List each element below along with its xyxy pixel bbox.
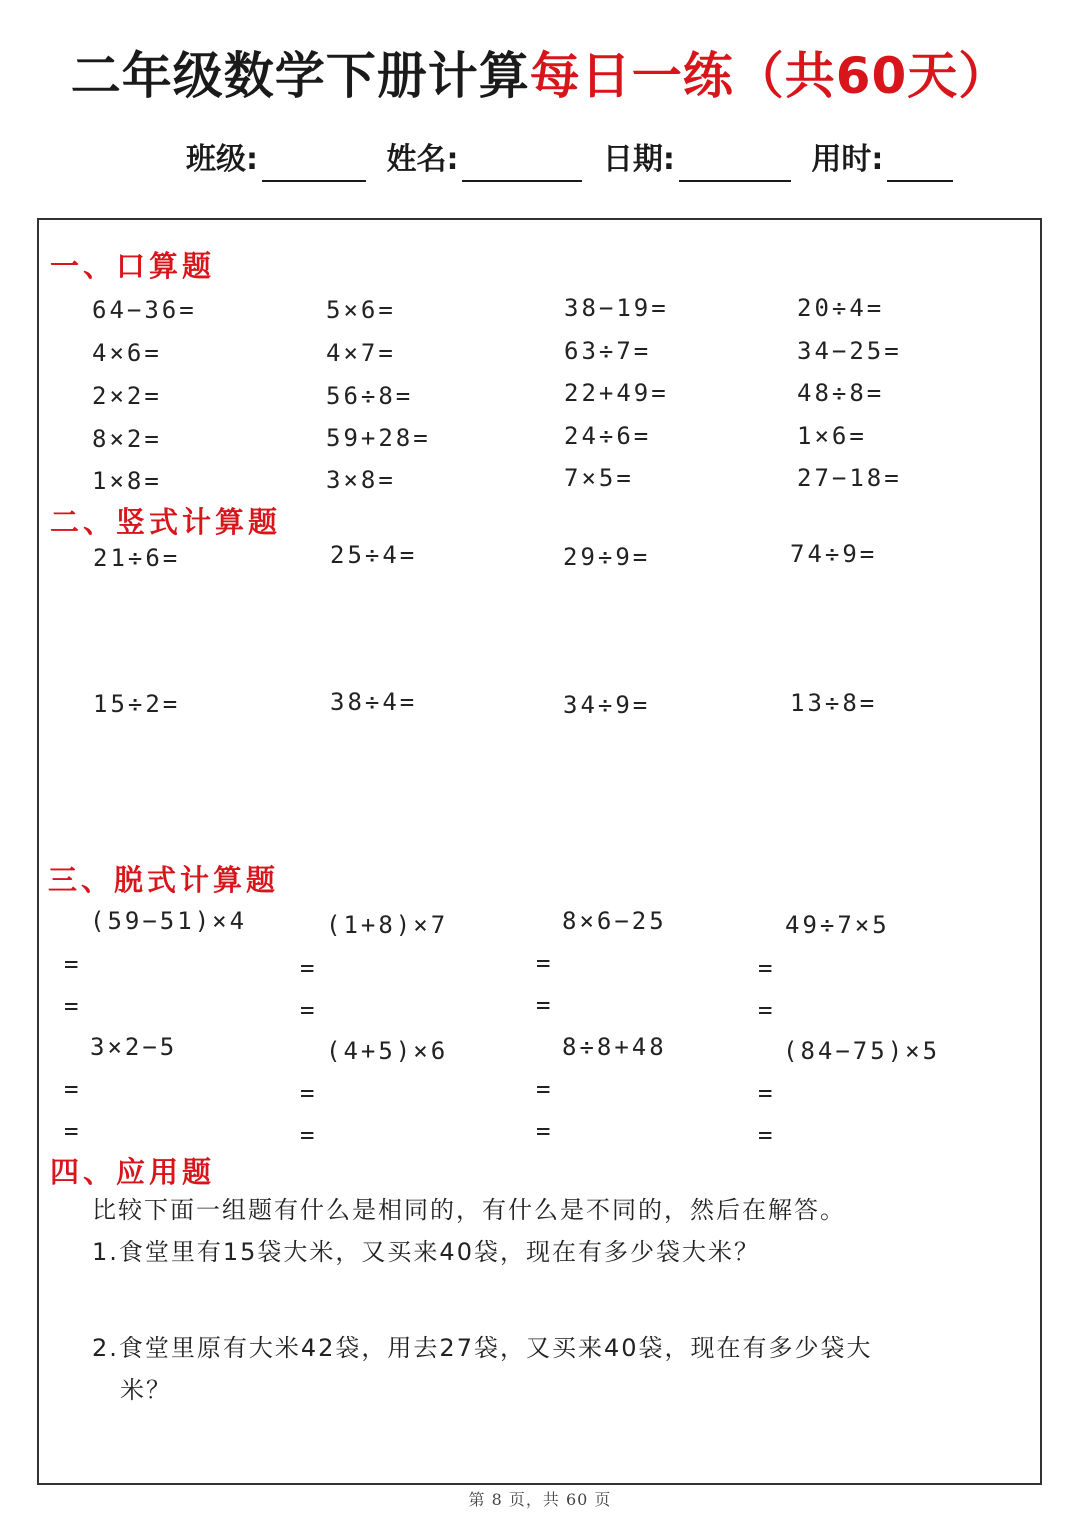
word-problem-2-cont: 米？ <box>120 1376 172 1404</box>
word-problem-2: 2.食堂里原有大米42袋，用去27袋，又买来40袋，现在有多少袋大 <box>92 1334 873 1362</box>
time-label: 用时: <box>811 142 884 177</box>
section-oral-title: 一、口算题 <box>50 249 216 283</box>
stepwise-item: 8×6−25 <box>562 907 667 935</box>
equals-sign: = <box>536 991 551 1019</box>
oral-item: 7×5= <box>564 464 634 492</box>
equals-sign: = <box>758 954 773 982</box>
equals-sign: = <box>64 1075 79 1103</box>
section-vertical-title: 二、竖式计算题 <box>50 505 282 539</box>
oral-item: 4×7= <box>326 339 396 367</box>
oral-item: 38−19= <box>564 294 669 322</box>
stepwise-item: (59−51)×4 <box>90 907 248 935</box>
vertical-item: 38÷4= <box>330 688 418 716</box>
oral-item: 24÷6= <box>564 422 652 450</box>
oral-item: 5×6= <box>326 296 396 324</box>
stepwise-item: 3×2−5 <box>90 1033 178 1061</box>
stepwise-item: (84−75)×5 <box>783 1037 941 1065</box>
oral-item: 8×2= <box>92 425 162 453</box>
date-label: 日期: <box>602 142 675 177</box>
vertical-item: 21÷6= <box>93 544 181 572</box>
student-info-row <box>186 138 963 182</box>
oral-item: 2×2= <box>92 382 162 410</box>
class-label: 班级: <box>186 142 258 177</box>
oral-item: 27−18= <box>797 464 902 492</box>
section-word-problem-title: 四、应用题 <box>50 1155 216 1189</box>
oral-item: 63÷7= <box>564 337 652 365</box>
equals-sign: = <box>300 954 315 982</box>
title-main: 二年级数学下册计算 <box>70 47 530 105</box>
equals-sign: = <box>536 1075 551 1103</box>
equals-sign: = <box>536 949 551 977</box>
oral-item: 1×6= <box>797 422 867 450</box>
oral-item: 20÷4= <box>797 294 885 322</box>
vertical-item: 15÷2= <box>93 690 181 718</box>
stepwise-item: (4+5)×6 <box>326 1037 449 1065</box>
equals-sign: = <box>300 1079 315 1107</box>
date-blank[interactable] <box>679 146 791 182</box>
oral-item: 64−36= <box>92 296 197 324</box>
vertical-item: 29÷9= <box>563 543 651 571</box>
oral-item: 22+49= <box>564 379 669 407</box>
class-blank[interactable] <box>262 146 366 182</box>
worksheet-frame <box>37 218 1042 1485</box>
vertical-item: 25÷4= <box>330 541 418 569</box>
oral-item: 3×8= <box>326 466 396 494</box>
page-title <box>0 40 1080 112</box>
vertical-item: 13÷8= <box>790 689 878 717</box>
stepwise-item: 8÷8+48 <box>562 1033 667 1061</box>
name-label: 姓名: <box>386 142 459 177</box>
vertical-item: 34÷9= <box>563 691 651 719</box>
vertical-item: 74÷9= <box>790 540 878 568</box>
oral-item: 48÷8= <box>797 379 885 407</box>
equals-sign: = <box>300 1121 315 1149</box>
oral-item: 34−25= <box>797 337 902 365</box>
equals-sign: = <box>758 996 773 1024</box>
equals-sign: = <box>64 992 79 1020</box>
stepwise-item: 49÷7×5 <box>785 911 890 939</box>
equals-sign: = <box>64 1117 79 1145</box>
time-blank[interactable] <box>887 146 953 182</box>
oral-item: 59+28= <box>326 424 431 452</box>
oral-item: 4×6= <box>92 339 162 367</box>
page-footer: 第 8 页，共 60 页 <box>468 1490 612 1509</box>
oral-item: 56÷8= <box>326 382 414 410</box>
name-blank[interactable] <box>462 146 582 182</box>
equals-sign: = <box>758 1121 773 1149</box>
equals-sign: = <box>536 1117 551 1145</box>
oral-item: 1×8= <box>92 467 162 495</box>
word-problem-intro: 比较下面一组题有什么是相同的，有什么是不同的，然后在解答。 <box>92 1196 846 1224</box>
stepwise-item: (1+8)×7 <box>326 911 449 939</box>
equals-sign: = <box>300 996 315 1024</box>
equals-sign: = <box>64 950 79 978</box>
word-problem-1: 1.食堂里有15袋大米，又买来40袋，现在有多少袋大米？ <box>92 1238 760 1266</box>
section-stepwise-title: 三、脱式计算题 <box>48 863 280 897</box>
equals-sign: = <box>758 1079 773 1107</box>
title-highlight: 每日一练（共60天） <box>529 47 1010 105</box>
